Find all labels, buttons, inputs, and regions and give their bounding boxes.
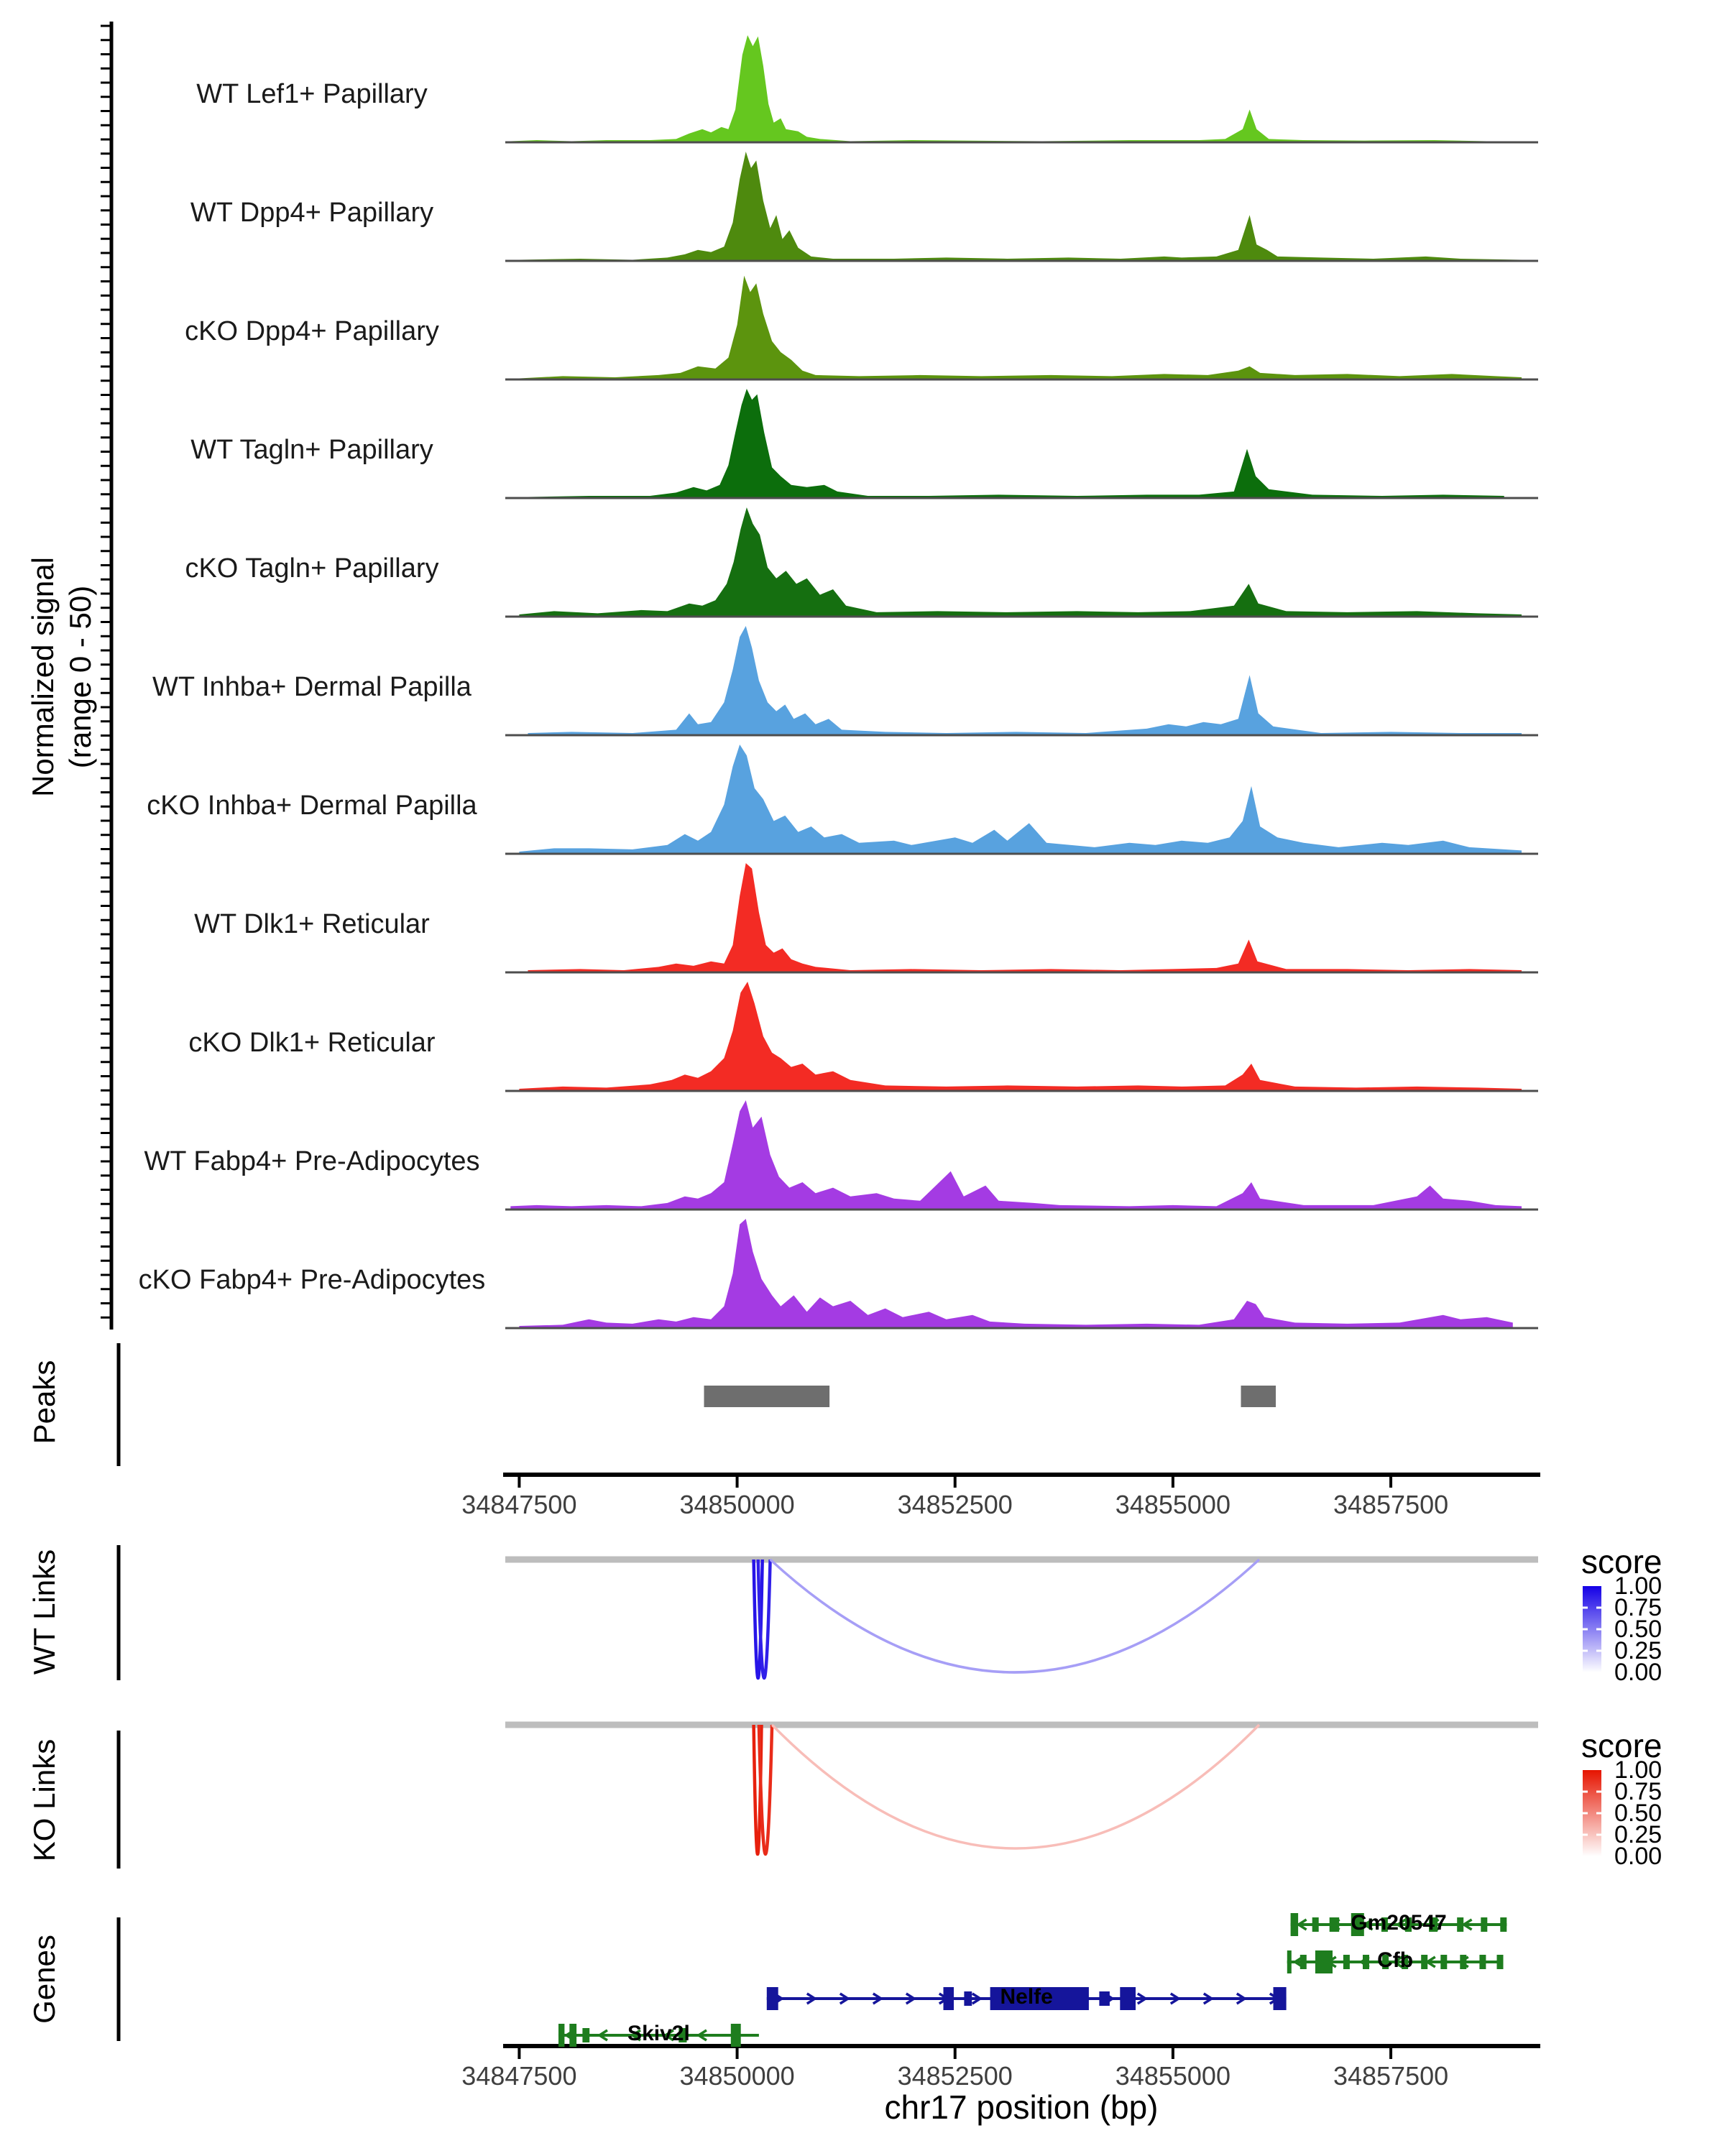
legend-tick-label: 0.25: [1614, 1637, 1662, 1664]
x-tick-label: 34850000: [679, 2061, 795, 2091]
x-tick-label: 34852500: [897, 2061, 1013, 2091]
legend-tick-label: 1.00: [1614, 1572, 1662, 1600]
gene-model: [767, 1987, 1287, 2010]
x-tick-label: 34852500: [897, 1490, 1013, 1519]
legend-tick-label: 0.50: [1614, 1800, 1662, 1827]
x-tick-label: 34857500: [1333, 2061, 1449, 2091]
peaks-track: [704, 1386, 1276, 1407]
signal-track: [505, 745, 1538, 854]
track-label: WT Inhba+ Dermal Papilla: [152, 672, 472, 702]
wt-links-legend: [1583, 1586, 1601, 1672]
gene-label: Skiv2l: [627, 2022, 690, 2045]
track-label: WT Dpp4+ Papillary: [190, 198, 434, 228]
x-tick-label: 34850000: [679, 1490, 795, 1519]
legend-tick-label: 0.00: [1614, 1843, 1662, 1870]
wt-links-track: [505, 1560, 1538, 1678]
x-axis-title: chr17 position (bp): [884, 2088, 1159, 2126]
gene-label: Gm20547: [1351, 1911, 1447, 1935]
peaks-x-axis: [503, 1475, 1540, 1488]
track-label: cKO Fabp4+ Pre-Adipocytes: [138, 1265, 486, 1295]
genes-x-axis: [503, 2046, 1540, 2059]
signal-track: [505, 507, 1538, 617]
x-tick-label: 34855000: [1115, 1490, 1230, 1519]
ko-links-panel-label: KO Links: [27, 1738, 61, 1862]
legend-tick-label: 0.00: [1614, 1659, 1662, 1686]
peaks-panel-label: Peaks: [27, 1360, 61, 1445]
signal-track: [505, 982, 1538, 1091]
track-label: WT Dlk1+ Reticular: [194, 909, 430, 939]
signal-axis-label-line2: (range 0 - 50): [63, 585, 97, 769]
signal-track: [505, 276, 1538, 379]
signal-track: [505, 863, 1538, 972]
signal-track: [505, 35, 1538, 142]
ko-links-legend: [1583, 1770, 1601, 1856]
ko-links-track: [505, 1725, 1538, 1854]
gene-model: [1287, 1950, 1504, 1973]
x-tick-label: 34847500: [461, 1490, 577, 1519]
signal-track: [505, 1100, 1538, 1210]
legend-tick-label: 0.75: [1614, 1778, 1662, 1805]
legend-tick-label: 0.75: [1614, 1594, 1662, 1621]
legend-tick-label: 1.00: [1614, 1756, 1662, 1784]
ko-links-legend-title: score: [1581, 1727, 1662, 1764]
x-tick-label: 34855000: [1115, 2061, 1230, 2091]
legend-tick-label: 0.50: [1614, 1616, 1662, 1643]
gene-model: [558, 2024, 759, 2047]
track-label: cKO Dlk1+ Reticular: [188, 1028, 436, 1058]
signal-track: [505, 626, 1538, 735]
signal-axis-label-line1: Normalized signal: [26, 557, 60, 797]
gene-model: [1291, 1913, 1507, 1936]
legend-tick-label: 0.25: [1614, 1821, 1662, 1848]
signal-track: [505, 152, 1538, 261]
genes-panel-label: Genes: [27, 1935, 61, 2024]
wt-links-panel-label: WT Links: [27, 1549, 61, 1675]
wt-links-legend-title: score: [1581, 1543, 1662, 1580]
signal-track: [505, 389, 1538, 498]
track-label: cKO Inhba+ Dermal Papilla: [147, 791, 477, 821]
x-tick-label: 34857500: [1333, 1490, 1449, 1519]
gene-label: Nelfe: [1000, 1985, 1053, 2009]
track-label: cKO Tagln+ Papillary: [185, 553, 439, 584]
signal-y-axis: [101, 22, 111, 1330]
gene-label: Cfb: [1377, 1948, 1414, 1972]
x-tick-label: 34847500: [461, 2061, 577, 2091]
signal-track: [505, 1219, 1538, 1328]
track-label: cKO Dpp4+ Papillary: [185, 316, 439, 346]
track-label: WT Tagln+ Papillary: [190, 435, 433, 465]
track-label: WT Fabp4+ Pre-Adipocytes: [144, 1146, 480, 1176]
track-label: WT Lef1+ Papillary: [196, 79, 428, 109]
